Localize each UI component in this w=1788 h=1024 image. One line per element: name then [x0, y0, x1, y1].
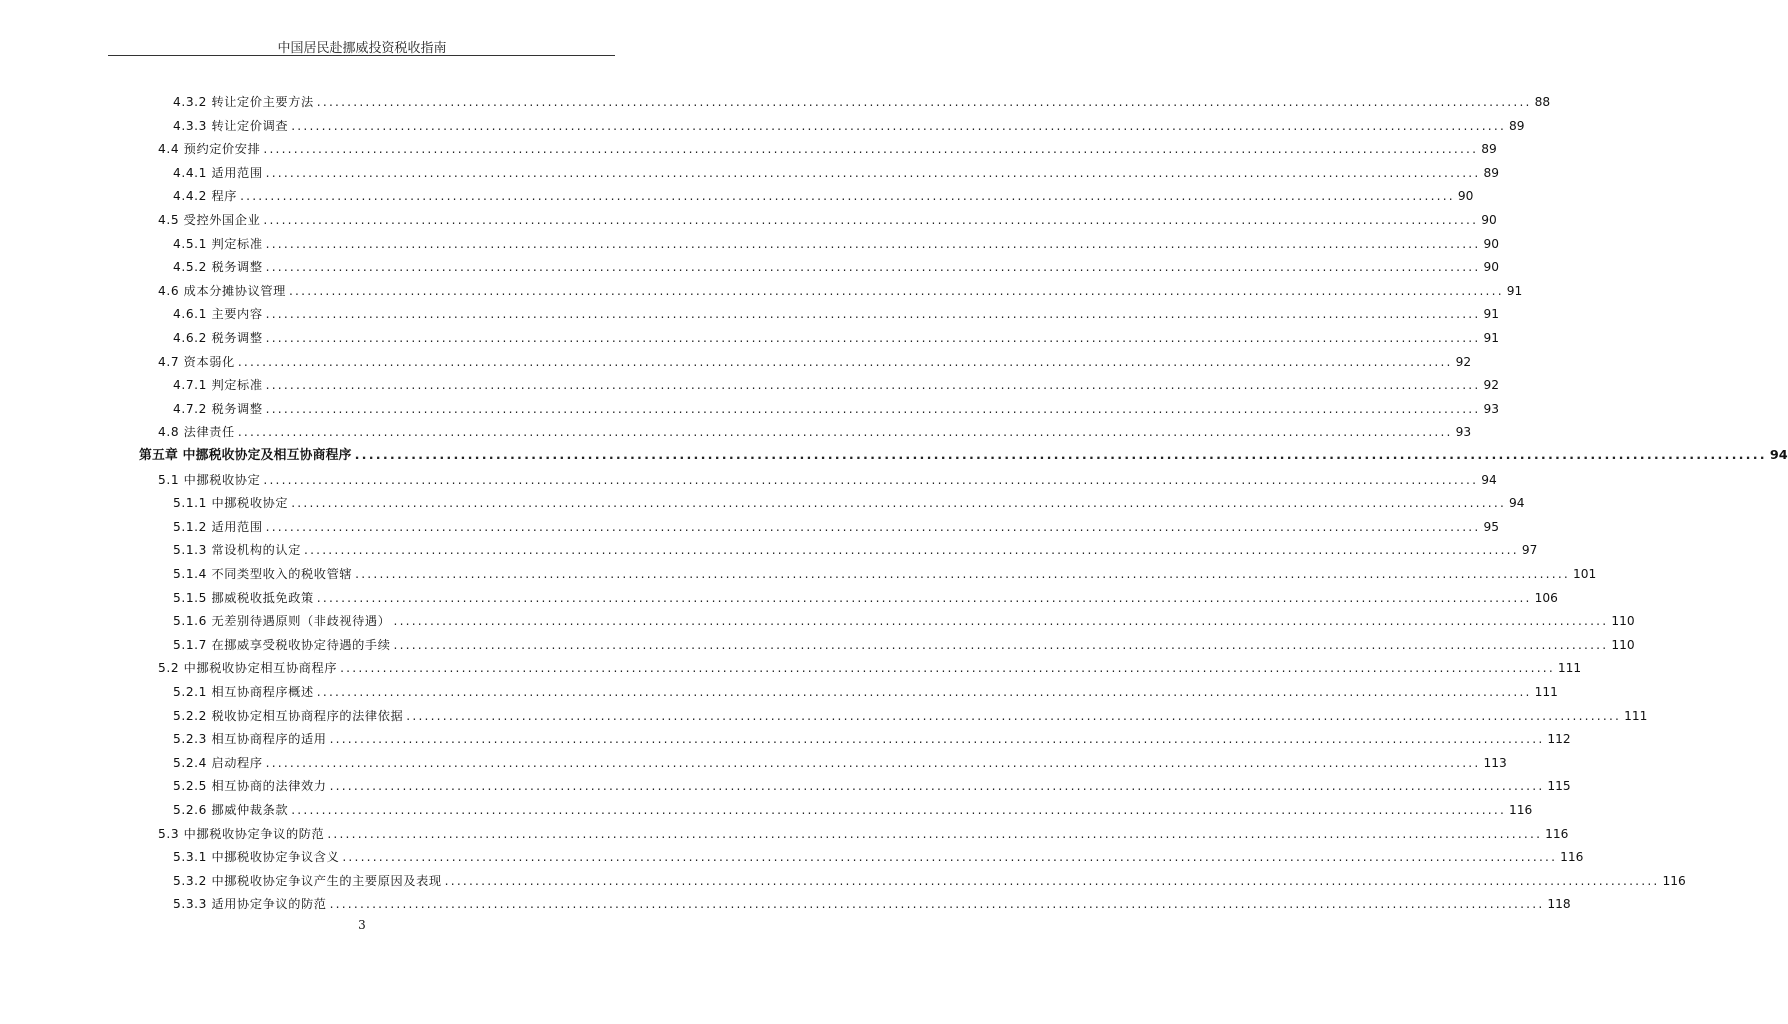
- toc-entry-title: 5.2.2 税收协定相互协商程序的法律依据: [173, 708, 404, 723]
- toc-leader-dots: ........................................................................................................................................................................................................: [265, 165, 1481, 180]
- toc-entry-page: 115: [1547, 779, 1571, 794]
- toc-entry[interactable]: [173, 322, 1499, 345]
- toc-leader-dots: ........................................................................................................................................................................................................: [265, 755, 1481, 770]
- toc-entry-title: 4.7.1 判定标准: [173, 378, 263, 393]
- toc-entry-title: 4.7.2 税务调整: [173, 401, 263, 416]
- toc-entry[interactable]: [173, 629, 1635, 652]
- toc-entry-page: 90: [1483, 236, 1499, 251]
- toc-entry[interactable]: [173, 676, 1558, 699]
- toc-entry-title: 5.1.3 常设机构的认定: [173, 543, 301, 558]
- toc-entry-title: 5.2 中挪税收协定相互协商程序: [158, 661, 338, 676]
- toc-entry-title: 4.5.2 税务调整: [173, 260, 263, 275]
- toc-leader-dots: ........................................................................................................................................................................................................: [327, 826, 1543, 841]
- toc-entry-page: 90: [1483, 260, 1499, 275]
- toc-entry-page: 116: [1560, 850, 1584, 865]
- toc-entry-title: 4.6 成本分摊协议管理: [158, 283, 286, 298]
- toc-entry-page: 106: [1534, 590, 1558, 605]
- toc-entry[interactable]: [173, 770, 1571, 794]
- toc-entry[interactable]: [158, 275, 1523, 298]
- toc-entry-title: 5.3.2 中挪税收协定争议产生的主要原因及表现: [173, 873, 442, 888]
- toc-entry[interactable]: [173, 251, 1499, 275]
- toc-entry-title: 4.5.1 判定标准: [173, 236, 263, 251]
- toc-leader-dots: ........................................................................................................................................................................................................: [237, 354, 1453, 369]
- page-header-title: 中国居民赴挪威投资税收指南: [277, 41, 447, 56]
- toc-entry-title: 4.7 资本弱化: [158, 354, 235, 369]
- toc-chapter-entry[interactable]: [139, 440, 1788, 463]
- toc-leader-dots: ........................................................................................................................................................................................................: [340, 661, 1555, 676]
- toc-entry[interactable]: [173, 228, 1499, 251]
- toc-entry-title: 5.3.1 中挪税收协定争议含义: [173, 850, 340, 865]
- toc-leader-dots: ........................................................................................................................................................................................................: [329, 732, 1545, 747]
- toc-entry[interactable]: [158, 133, 1497, 157]
- toc-entry-page: 89: [1483, 165, 1499, 180]
- toc-entry-page: 112: [1547, 732, 1571, 747]
- toc-entry-title: 4.4.2 程序: [173, 189, 238, 204]
- toc-entry-title: 第五章 中挪税收协定及相互协商程序: [139, 448, 352, 463]
- toc-entry-page: 95: [1483, 519, 1499, 534]
- toc-entry[interactable]: [173, 157, 1499, 180]
- toc-leader-dots: ........................................................................................................................................................................................................: [342, 850, 1558, 865]
- toc-entry-page: 111: [1557, 661, 1582, 676]
- toc-entry-title: 5.2.4 启动程序: [173, 755, 263, 770]
- toc-entry-page: 94: [1509, 496, 1525, 511]
- toc-entry[interactable]: [173, 841, 1584, 865]
- toc-entry-title: 5.1.6 无差别待遇原则（非歧视待遇）: [173, 614, 391, 629]
- toc-entry-page: 116: [1545, 826, 1569, 841]
- toc-entry-title: 5.1.7 在挪威享受税收协定待遇的手续: [173, 637, 391, 652]
- page-number: 3: [358, 918, 366, 932]
- toc-leader-dots: ........................................................................................................................................................................................................: [263, 142, 1479, 157]
- toc-entry-title: 5.2.5 相互协商的法律效力: [173, 779, 327, 794]
- toc-entry[interactable]: [173, 700, 1648, 723]
- toc-entry-title: 5.3 中挪税收协定争议的防范: [158, 826, 325, 841]
- toc-leader-dots: ........................................................................................................................................................................................................: [291, 496, 1507, 511]
- toc-entry-page: 91: [1506, 283, 1523, 298]
- toc-entry[interactable]: [173, 747, 1507, 770]
- toc-entry-page: 88: [1534, 95, 1551, 109]
- toc-leader-dots: ........................................................................................................................................................................................................: [291, 118, 1507, 133]
- toc-entry-page: 116: [1662, 873, 1686, 888]
- toc-entry[interactable]: [158, 652, 1582, 676]
- toc-entry-title: 5.1.2 适用范围: [173, 519, 263, 534]
- toc-entry[interactable]: [158, 464, 1497, 487]
- toc-entry[interactable]: [173, 605, 1635, 629]
- toc-entry[interactable]: [173, 487, 1525, 511]
- toc-entry-page: 93: [1455, 425, 1472, 440]
- toc-entry-page: 116: [1509, 803, 1533, 817]
- toc-entry-title: 4.3.3 转让定价调查: [173, 118, 289, 133]
- toc-entry-page: 97: [1521, 543, 1538, 558]
- toc-entry-page: 91: [1483, 331, 1499, 345]
- toc-entry-page: 89: [1481, 142, 1497, 157]
- toc-entry-title: 5.2.1 相互协商程序概述: [173, 685, 314, 699]
- toc-entry[interactable]: [173, 865, 1686, 888]
- toc-leader-dots: ........................................................................................................................................................................................................: [265, 260, 1481, 275]
- toc-entry-title: 4.6.1 主要内容: [173, 307, 263, 322]
- toc-leader-dots: ........................................................................................................................................................................................................: [265, 331, 1481, 345]
- toc-leader-dots: ........................................................................................................................................................................................................: [288, 283, 1504, 298]
- toc-entry[interactable]: [173, 534, 1538, 558]
- toc-entry-title: 5.1.1 中挪税收协定: [173, 496, 289, 511]
- toc-leader-dots: ........................................................................................................................................................................................................: [316, 590, 1532, 605]
- toc-leader-dots: ........................................................................................................................................................................................................: [354, 448, 1767, 463]
- toc-leader-dots: ........................................................................................................................................................................................................: [304, 543, 1519, 558]
- toc-entry-title: 5.3.3 适用协定争议的防范: [173, 897, 327, 912]
- toc-leader-dots: ........................................................................................................................................................................................................: [265, 307, 1481, 322]
- toc-entry[interactable]: [173, 369, 1499, 393]
- toc-leader-dots: ........................................................................................................................................................................................................: [237, 425, 1453, 440]
- toc-entry-title: 4.6.2 税务调整: [173, 331, 263, 345]
- toc-leader-dots: ........................................................................................................................................................................................................: [240, 189, 1455, 204]
- toc-entry-page: 118: [1547, 897, 1571, 912]
- toc-entry[interactable]: [173, 180, 1474, 204]
- toc-leader-dots: ........................................................................................................................................................................................................: [393, 614, 1609, 629]
- toc-entry-title: 4.3.2 转让定价主要方法: [173, 95, 314, 109]
- toc-entry-title: 5.1.4 不同类型收入的税收管辖: [173, 567, 353, 581]
- toc-entry-page: 101: [1572, 567, 1597, 581]
- toc-leader-dots: ........................................................................................................................................................................................................: [291, 803, 1507, 817]
- toc-leader-dots: ........................................................................................................................................................................................................: [265, 401, 1481, 416]
- header-divider: [108, 55, 615, 56]
- toc-entry-title: 4.4 预约定价安排: [158, 142, 261, 157]
- toc-entry[interactable]: [173, 511, 1499, 534]
- toc-entry-title: 4.4.1 适用范围: [173, 165, 263, 180]
- toc-leader-dots: ........................................................................................................................................................................................................: [393, 637, 1609, 652]
- toc-entry-page: 110: [1611, 637, 1635, 652]
- toc-entry-page: 89: [1509, 118, 1525, 133]
- toc-entry[interactable]: [158, 416, 1472, 440]
- toc-entry-page: 110: [1611, 614, 1635, 629]
- toc-leader-dots: ........................................................................................................................................................................................................: [329, 779, 1545, 794]
- toc-entry[interactable]: [173, 393, 1499, 416]
- toc-leader-dots: ........................................................................................................................................................................................................: [316, 95, 1532, 109]
- toc-entry-page: 94: [1769, 448, 1788, 463]
- toc-entry-page: 93: [1483, 401, 1499, 416]
- toc-leader-dots: ........................................................................................................................................................................................................: [265, 519, 1481, 534]
- toc-entry-title: 5.1 中挪税收协定: [158, 472, 261, 487]
- toc-entry-title: 5.1.5 挪威税收抵免政策: [173, 590, 314, 605]
- toc-entry-page: 111: [1624, 708, 1648, 723]
- toc-entry[interactable]: [173, 582, 1558, 605]
- toc-leader-dots: ........................................................................................................................................................................................................: [265, 236, 1481, 251]
- toc-entry-page: 113: [1483, 755, 1507, 770]
- toc-entry-page: 92: [1455, 354, 1472, 369]
- toc-leader-dots: ........................................................................................................................................................................................................: [444, 873, 1660, 888]
- toc-leader-dots: ........................................................................................................................................................................................................: [316, 685, 1532, 699]
- toc-entry-page: 111: [1534, 685, 1558, 699]
- toc-entry-page: 92: [1483, 378, 1499, 393]
- toc-leader-dots: ........................................................................................................................................................................................................: [406, 708, 1622, 723]
- toc-entry-page: 94: [1481, 472, 1497, 487]
- toc-entry-title: 4.8 法律责任: [158, 425, 235, 440]
- toc-entry[interactable]: [158, 346, 1472, 369]
- toc-entry[interactable]: [173, 86, 1551, 109]
- toc-leader-dots: ........................................................................................................................................................................................................: [329, 897, 1545, 912]
- toc-leader-dots: ........................................................................................................................................................................................................: [263, 472, 1479, 487]
- toc-entry[interactable]: [158, 818, 1569, 841]
- toc-entry-title: 5.2.3 相互协商程序的适用: [173, 732, 327, 747]
- toc-entry-title: 4.5 受控外国企业: [158, 213, 261, 227]
- toc-entry-page: 90: [1457, 189, 1474, 204]
- toc-leader-dots: ........................................................................................................................................................................................................: [355, 567, 1570, 581]
- toc-leader-dots: ........................................................................................................................................................................................................: [265, 378, 1481, 393]
- toc-entry-page: 90: [1481, 213, 1497, 227]
- toc-leader-dots: ........................................................................................................................................................................................................: [263, 213, 1479, 227]
- toc-entry[interactable]: [158, 204, 1497, 227]
- toc-entry-title: 5.2.6 挪威仲裁条款: [173, 803, 289, 817]
- toc-entry[interactable]: [173, 110, 1525, 133]
- toc-entry[interactable]: [173, 723, 1571, 747]
- toc-entry[interactable]: [173, 888, 1571, 912]
- toc-entry-page: 91: [1483, 307, 1499, 322]
- toc-entry[interactable]: [173, 298, 1499, 322]
- toc-entry[interactable]: [173, 794, 1533, 817]
- toc-entry[interactable]: [173, 558, 1597, 581]
